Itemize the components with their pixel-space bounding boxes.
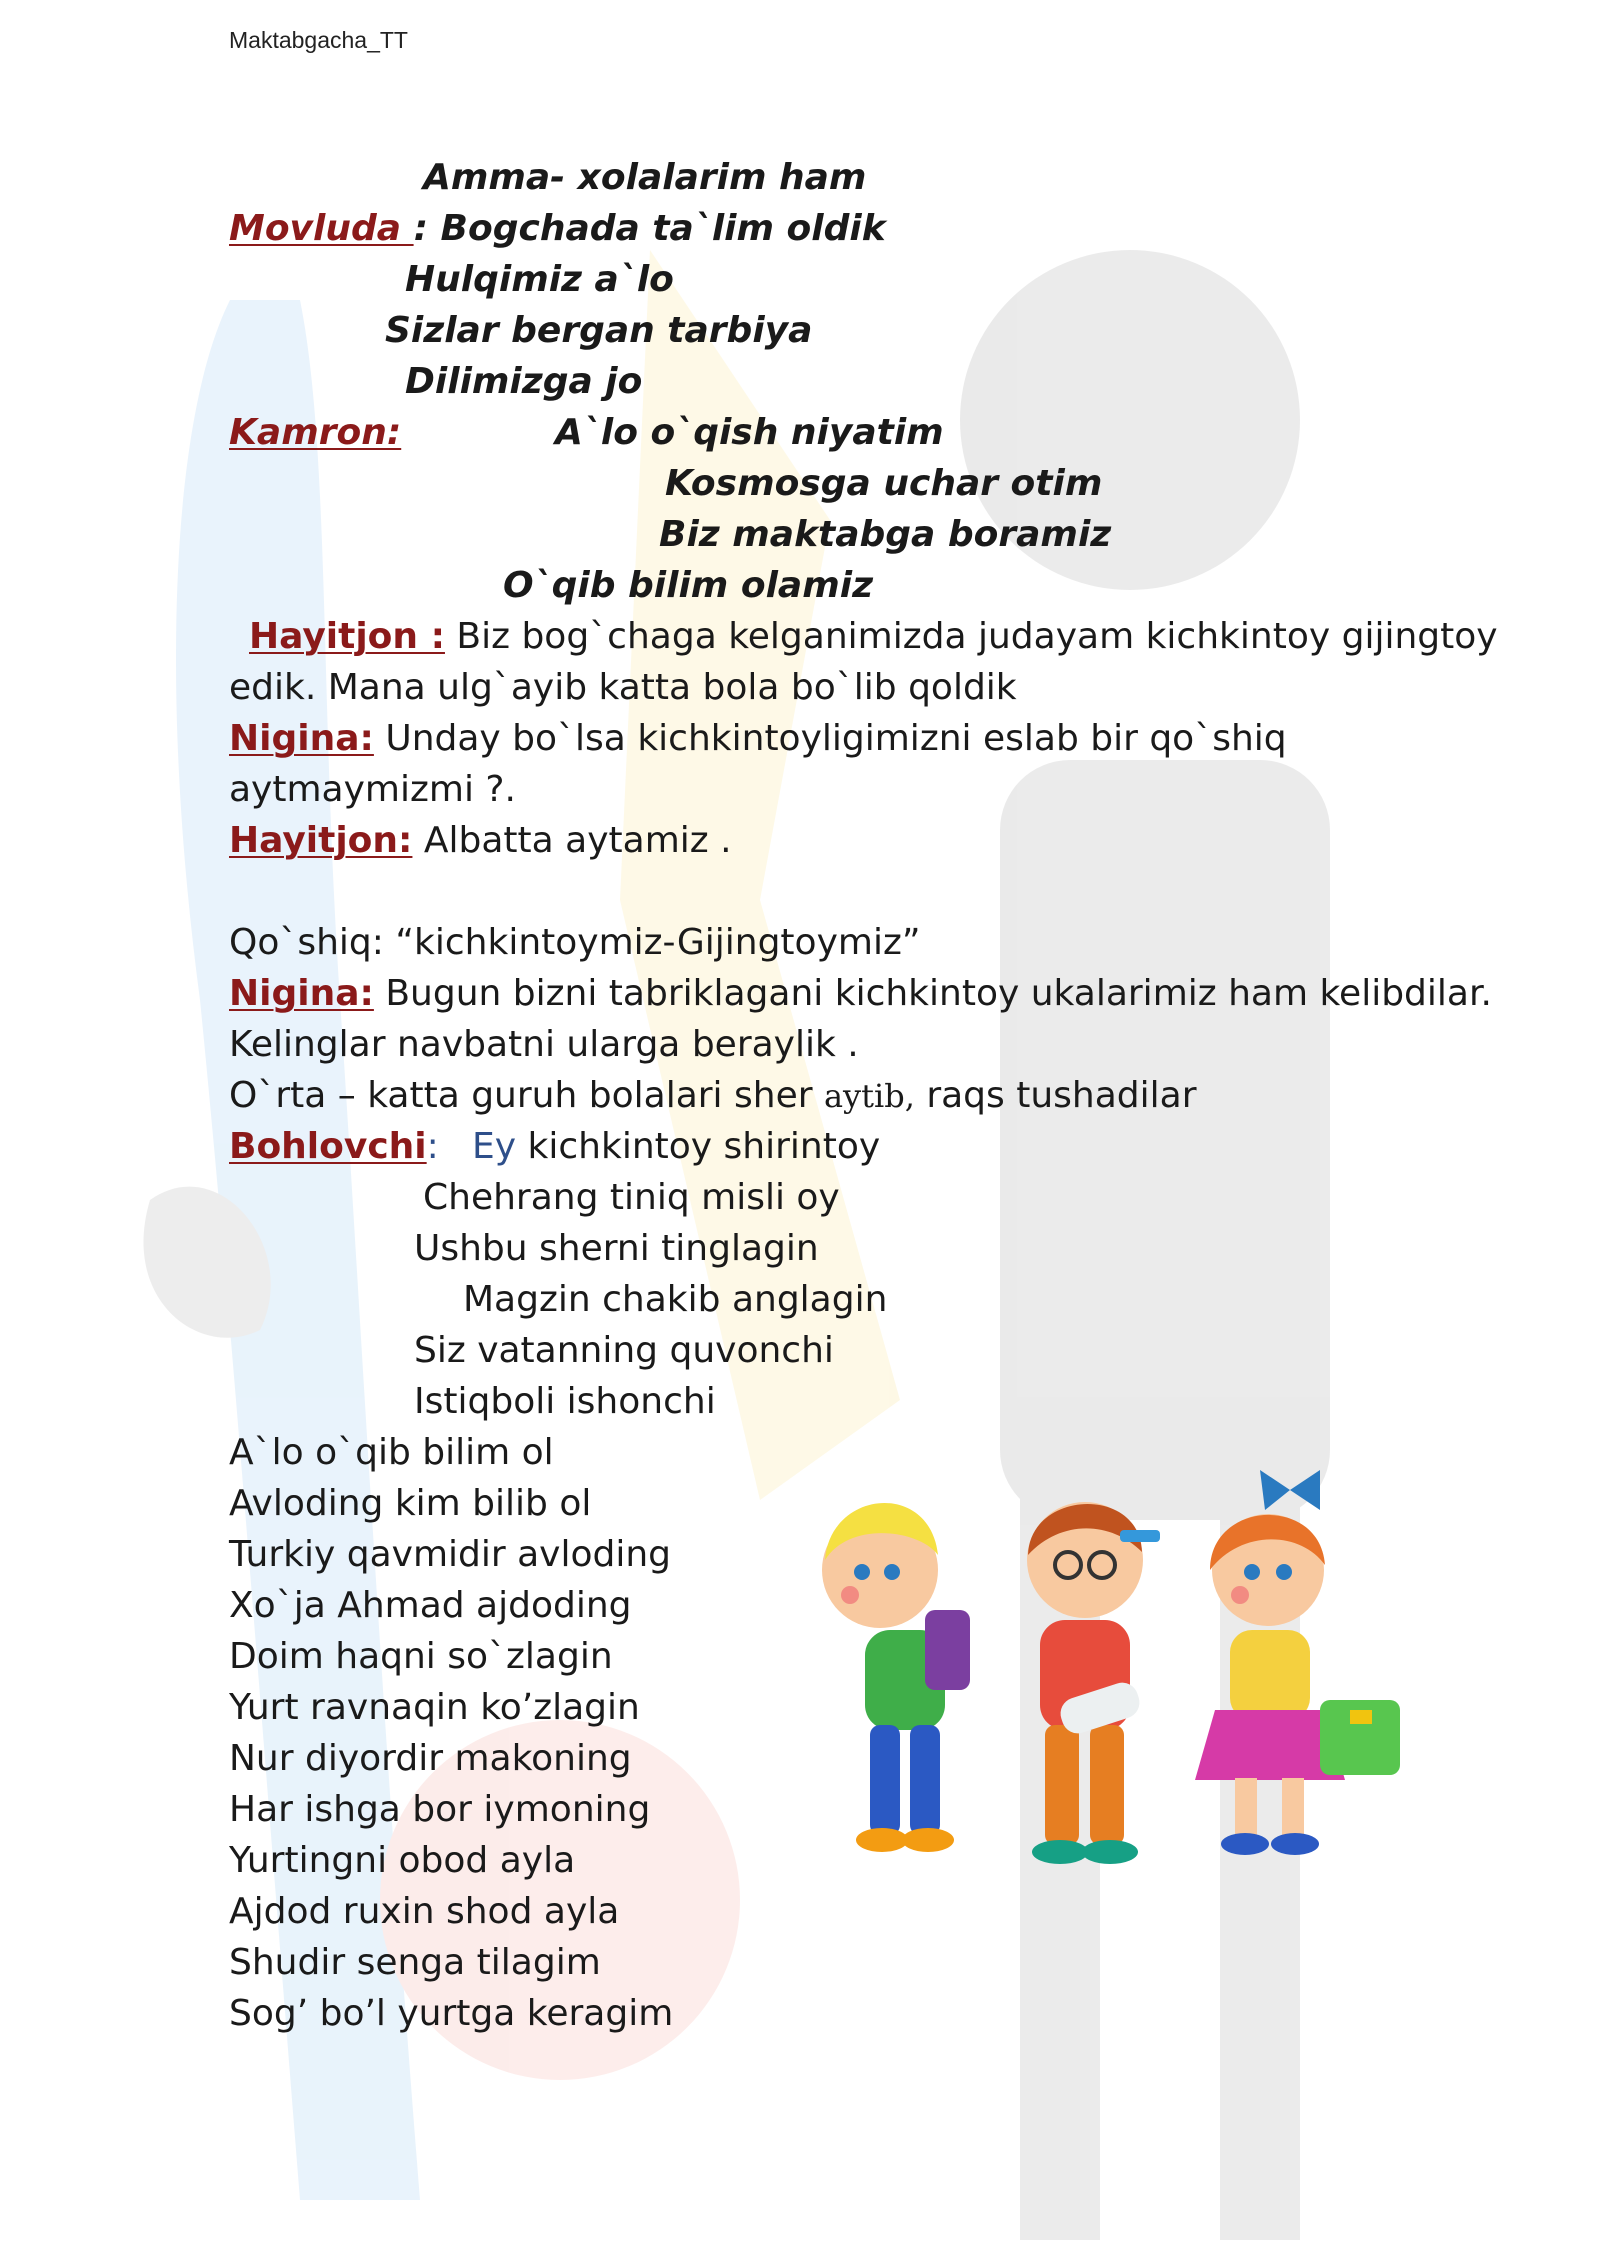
dialogue-text: Bugun bizni tabriklagani kichkintoy ukalarimiz ham kelibdilar. — [373, 973, 1492, 1014]
poem-line: Har ishga bor iymoning — [229, 1789, 651, 1830]
dialogue-text: Unday bo`lsa kichkintoyligimizni eslab bir qo`shiq — [373, 718, 1287, 759]
poem-line: Shudir senga tilagim — [229, 1942, 601, 1983]
poem-line: Siz vatanning quvonchi — [414, 1330, 834, 1371]
verse-line: Amma- xolalarim ham — [423, 157, 867, 198]
dialogue-line — [229, 972, 1492, 1016]
dialogue-text: Kelinglar navbatni ularga beraylik . — [229, 1024, 859, 1065]
verse-line: Hulqimiz a`lo — [405, 259, 674, 300]
poem-line: Turkiy qavmidir avloding — [229, 1534, 672, 1575]
poem-line: Chehrang tiniq misli oy — [423, 1177, 840, 1218]
child-girl-bow — [1195, 1470, 1400, 1855]
child-boy-blond — [822, 1503, 970, 1852]
poem-line: Istiqboli ishonchi — [414, 1381, 716, 1422]
poem-line: Xo`ja Ahmad ajdoding — [229, 1585, 632, 1626]
stage-note-text: O`rta – katta guruh bolalari sher — [229, 1075, 824, 1116]
verse-line: Sizlar bergan tarbiya — [385, 310, 813, 351]
poem-line: Yurtingni obod ayla — [229, 1840, 576, 1881]
poem-line: A`lo o`qib bilim ol — [229, 1432, 554, 1473]
poem-line: Yurt ravnaqin ko’zlagin — [229, 1687, 640, 1728]
verse-line: A`lo o`qish niyatim — [555, 412, 944, 453]
speaker-colon: : — [426, 1126, 439, 1167]
stage-note — [229, 1074, 1197, 1118]
verse-line: Dilimizga jo — [405, 361, 643, 402]
dialogue-text: aytmaymizmi ?. — [229, 769, 516, 810]
speaker-line-movluda — [229, 207, 886, 251]
document-header: Maktabgacha_TT — [229, 27, 408, 53]
dialogue-line — [249, 615, 1498, 659]
poem-line: Avloding kim bilib ol — [229, 1483, 592, 1524]
poem-line: Doim haqni so`zlagin — [229, 1636, 613, 1677]
dialogue-text: Albatta aytamiz . — [412, 820, 732, 861]
stage-note-text: aytib, — [823, 1077, 915, 1115]
poem-line: Ajdod ruxin shod ayla — [229, 1891, 620, 1932]
verse-line: Bogchada ta`lim oldik — [440, 208, 886, 249]
verse-line: O`qib bilim olamiz — [503, 565, 874, 606]
speaker-name: Hayitjon : — [249, 616, 445, 657]
poem-line: Nur diyordir makoning — [229, 1738, 632, 1779]
speaker-name: Movluda — [229, 208, 414, 249]
poem-line: Sog’ bo’l yurtga keragim — [229, 1993, 674, 2034]
speaker-line-kamron — [229, 411, 401, 455]
children-illustration — [790, 1460, 1420, 1900]
poem-line: Magzin chakib anglagin — [463, 1279, 888, 1320]
poem-line: Ushbu sherni tinglagin — [414, 1228, 819, 1269]
verse-line: Biz maktabga boramiz — [659, 514, 1112, 555]
poem-text: kichkintoy shirintoy — [516, 1126, 881, 1167]
dialogue-text: Biz bog`chaga kelganimizda judayam kichkintoy gijingtoy — [444, 616, 1498, 657]
song-title: Qo`shiq: “kichkintoymiz-Gijingtoymiz” — [229, 922, 921, 963]
speaker-name: Hayitjon: — [229, 820, 413, 861]
poem-line — [472, 1125, 880, 1169]
child-boy-glasses — [1027, 1502, 1160, 1864]
speaker-name: Bohlovchi — [229, 1126, 427, 1167]
dialogue-text: edik. Mana ulg`ayib katta bola bo`lib qoldik — [229, 667, 1017, 708]
poem-word: Ey — [472, 1126, 517, 1167]
dialogue-line — [229, 717, 1287, 761]
dialogue-line — [229, 819, 732, 863]
speaker-line-bohlovchi — [229, 1125, 439, 1169]
speaker-name: Nigina: — [229, 718, 374, 759]
verse-line: Kosmosga uchar otim — [665, 463, 1103, 504]
speaker-name: Nigina: — [229, 973, 374, 1014]
speaker-colon: : — [413, 208, 441, 249]
stage-note-text: raqs tushadilar — [914, 1075, 1197, 1116]
speaker-name: Kamron: — [229, 412, 402, 453]
